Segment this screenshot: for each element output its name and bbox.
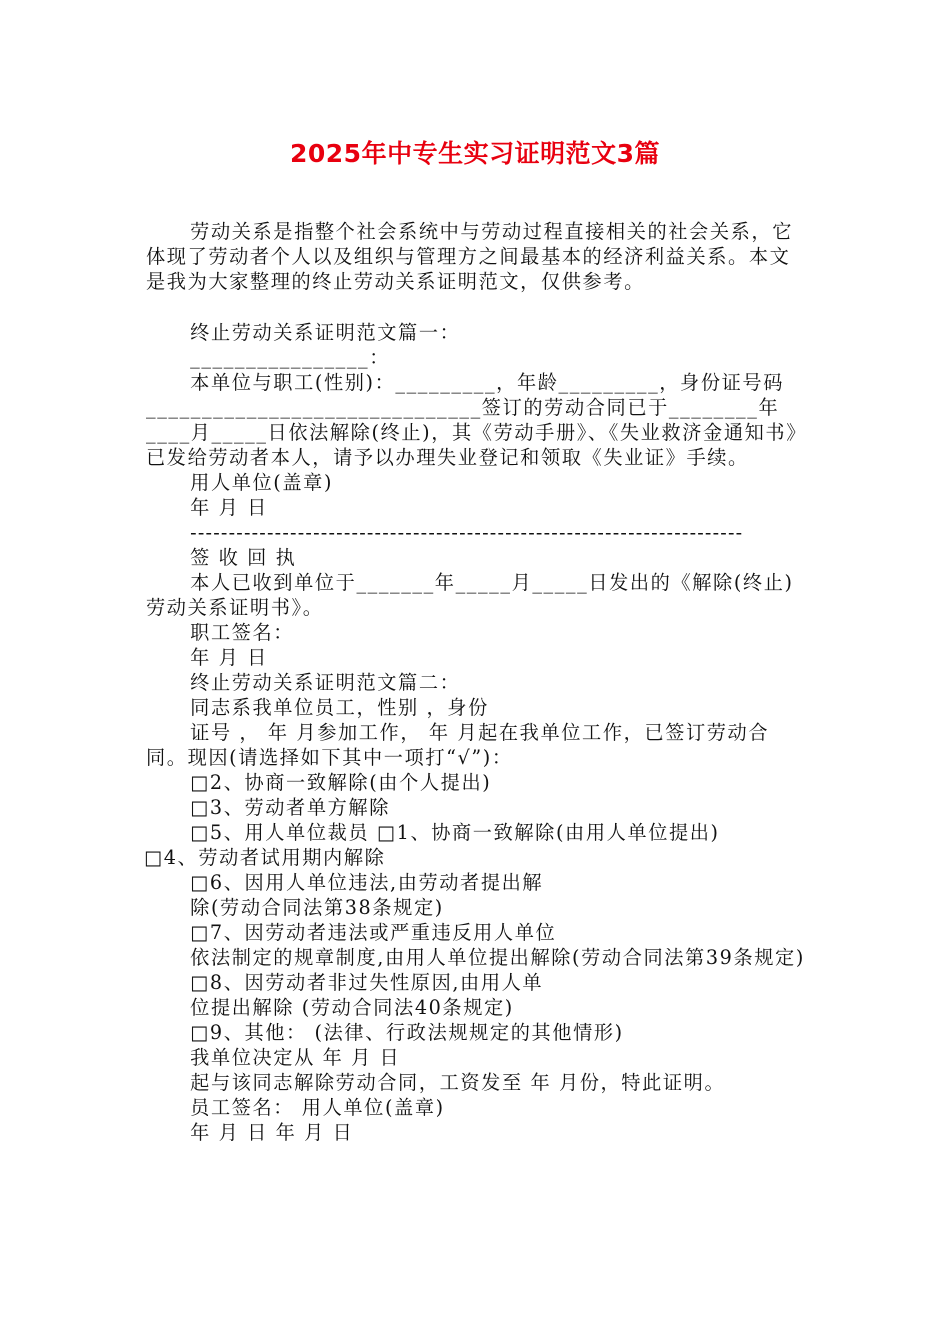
dates-line: 年 月 日 年 月 日 [190,1121,354,1144]
receipt-date: 年 月 日 [190,646,268,669]
option-3: □3、劳动者单方解除 [190,796,390,819]
part2-heading: 终止劳动关系证明范文篇二： [190,671,461,694]
decision-line2: 起与该同志解除劳动合同，工资发至 年 月份，特此证明。 [190,1071,726,1094]
receipt-heading: 签 收 回 执 [190,546,297,569]
option-7-line1: □7、因劳动者违法或严重违反用人单位 [190,921,557,944]
option-9: □9、其他： (法律、行政法规规定的其他情形) [190,1021,624,1044]
option-8-line1: □8、因劳动者非过失性原因,由用人单 [190,971,544,994]
receipt-body: 本人已收到单位于_______年_____月_____日发出的《解除(终止)劳动关系证明书》。 [146,571,794,619]
part2-line2: 证号 ， 年 月参加工作， 年 月起在我单位工作，已签订劳动合同。现因(请选择如下其中一项打“√”)： [146,721,770,769]
option-4: □4、劳动者试用期内解除 [144,846,386,869]
signatures-line: 员工签名： 用人单位(盖章) [190,1096,445,1119]
option-6-line2: 除(劳动合同法第38条规定) [190,896,444,919]
part1-body: 本单位与职工(性别)：_________，年龄_________，身份证号码______________________________签订的劳动合同已于________年____月_____日依法解除(终止)，其《劳动手册》、《失业救济金通知书》已发给劳动者本人，请予以办理失业登记和领取《失业证》手续。 [146,371,807,469]
part1-divider: ------------------------------------------------------------------------ [190,521,744,544]
part1-heading: 终止劳动关系证明范文篇一： [190,321,461,344]
part1-date: 年 月 日 [190,496,268,519]
decision-line1: 我单位决定从 年 月 日 [190,1046,401,1069]
document-body [146,219,810,1145]
part2-line1: 同志系我单位员工，性别 ，身份 [190,696,489,719]
option-6-line1: □6、因用人单位违法,由劳动者提出解 [190,871,544,894]
option-5-and-1: □5、用人单位裁员 □1、协商一致解除(由用人单位提出) [190,821,720,844]
option-7-line2: 依法制定的规章制度,由用人单位提出解除(劳动合同法第39条规定) [190,946,805,969]
option-2: □2、协商一致解除(由个人提出) [190,771,492,794]
intro-paragraph: 劳动关系是指整个社会系统中与劳动过程直接相关的社会关系，它体现了劳动者个人以及组织与管理方之间最基本的经济利益关系。本文是我为大家整理的终止劳动关系证明范文，仅供参考。 [146,220,793,293]
document-title: 2025年中专生实习证明范文3篇 [290,139,660,168]
option-8-line2: 位提出解除 (劳动合同法40条规定) [190,996,514,1019]
employee-sign: 职工签名： [190,621,295,644]
part1-addressee: ________________： [190,346,391,369]
part1-employer-seal: 用人单位(盖章) [190,471,334,494]
paragraph-gap [146,294,810,320]
